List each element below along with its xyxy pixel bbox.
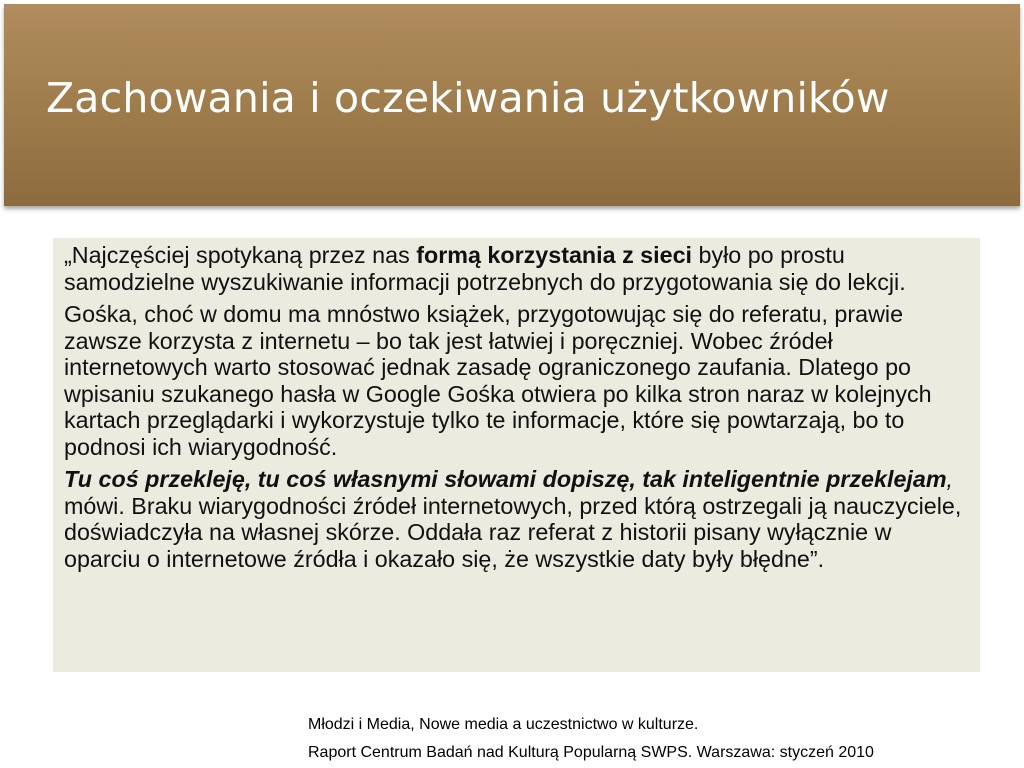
quote-p1-text-end: było po prostu samodzielne wyszukiwanie informacji potrzebnych do przygotowania się do lekcji.	[64, 242, 906, 295]
source-line-2: Raport Centrum Badań nad Kulturą Popularną SWPS. Warszawa: styczeń 2010	[308, 744, 874, 761]
quote-paragraph-3	[64, 466, 966, 572]
quote-p3-emphasis: Tu coś przekleję, tu coś własnymi słowami dopiszę, tak inteligentnie przeklejam	[64, 466, 947, 492]
title-banner	[4, 4, 1020, 206]
source-citation	[308, 711, 874, 767]
slide-title: Zachowania i oczekiwania użytkowników	[46, 74, 890, 122]
quote-p3-comma: ,	[946, 466, 954, 492]
quote-p1-emphasis: formą korzystania z sieci	[416, 242, 693, 268]
source-line-1: Młodzi i Media, Nowe media a uczestnictwo w kulturze.	[308, 716, 699, 733]
quote-paragraph-1	[64, 242, 966, 295]
quote-paragraph-2: Gośka, choć w domu ma mnóstwo książek, przygotowując się do referatu, prawie zawsze korzysta z internetu – bo tak jest łatwiej i poręczniej. Wobec źródeł internetowych warto stosować jednak zasadę ograniczonego zaufania. Dlatego po wpisaniu szukanego hasła w Google Gośka otwiera po kilka stron naraz w kolejnych kartach przeglądarki i wykorzystuje tylko te informacje, które się powtarzają, bo to podnosi ich wiarygodność.	[64, 301, 932, 460]
quote-box	[53, 238, 980, 672]
quote-p1-text: „Najczęściej spotykaną przez nas	[64, 242, 417, 268]
quote-p3-text: mówi. Braku wiarygodności źródeł internetowych, przed którą ostrzegali ją nauczyciele, doświadczyła na własnej skórze. Oddała raz referat z historii pisany wyłącznie w oparciu o internetowe źródła i okazało się, że wszystkie daty były błędne”.	[64, 492, 962, 572]
